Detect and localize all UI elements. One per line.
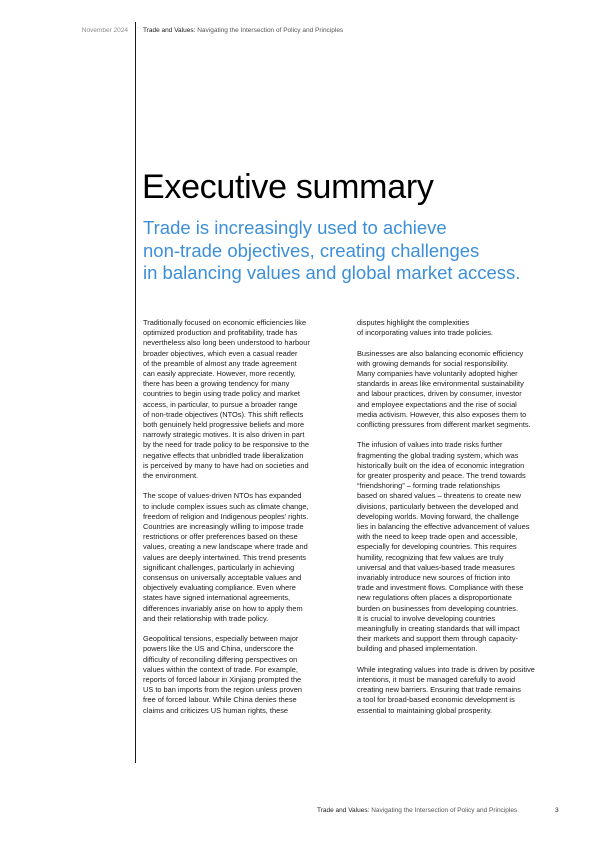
- body-text-line: Businesses are also balancing economic efficiency: [357, 348, 524, 358]
- body-text-line: The scope of values-driven NTOs has expanded: [143, 491, 302, 501]
- body-text-line: Countries are increasingly willing to impose trade: [143, 522, 304, 532]
- body-text-line: humility, recognizing that few values are truly: [357, 552, 504, 562]
- body-text-line: difficulty of reconciling differing perspectives on: [143, 654, 298, 664]
- body-text-line: access, in particular, to pursue a broader range: [143, 399, 298, 409]
- body-text-line: optimized production and profitability, trade has: [143, 328, 298, 338]
- body-text-line: consensus on universally acceptable values and: [143, 573, 302, 583]
- body-text-line: new regulations often places a disproportionate: [357, 593, 512, 603]
- body-text-line: to include complex issues such as climate change,: [143, 501, 309, 511]
- body-text-line: fragmenting the global trading system, which was: [357, 450, 519, 460]
- body-text-line: of non-trade objectives (NTOs). This shift reflects: [143, 409, 304, 419]
- body-text-line: values within the context of trade. For example,: [143, 664, 298, 674]
- body-text-line: media activism. However, this also exposes them to: [357, 409, 527, 419]
- paragraph-gap: [143, 624, 339, 634]
- subtitle-line: non-trade objectives, creating challenges: [143, 239, 480, 261]
- body-text-line: objectively evaluating compliance. Even where: [143, 583, 296, 593]
- header-title-rest: Navigating the Intersection of Policy and Principles: [195, 27, 344, 34]
- paragraph-gap: [143, 481, 339, 491]
- body-text-line: both genuinely held progressive beliefs and more: [143, 420, 305, 430]
- body-text-line: based on shared values – threatens to create new: [357, 491, 521, 501]
- right-body-column: [357, 318, 553, 716]
- body-text-line: can easily appreciate. However, more recently,: [143, 369, 296, 379]
- body-text-line: of the preamble of almost any trade agreement: [143, 358, 297, 368]
- body-text-line: with growing demands for social responsibility.: [357, 358, 509, 368]
- body-text-line: trade and investment flows. Compliance with these: [357, 583, 524, 593]
- body-text-line: powers like the US and China, underscore the: [143, 644, 294, 654]
- body-text-line: Traditionally focused on economic efficiencies like: [143, 318, 307, 327]
- vertical-rule: [135, 22, 136, 763]
- footer-title-bold: Trade and Values:: [317, 807, 370, 814]
- body-text-line: values, creating a new landscape where trade and: [143, 542, 308, 552]
- header-date: November 2024: [81, 27, 128, 34]
- body-text-line: with the need to keep trade open and accessible,: [357, 532, 518, 542]
- header-document-title: [143, 27, 343, 34]
- body-text-line: there has been a growing tendency for many: [143, 379, 290, 389]
- left-body-column: [143, 318, 339, 716]
- body-text-line: historically built on the idea of economic integration: [357, 460, 525, 470]
- body-text-line: US to ban imports from the region unless proven: [143, 685, 302, 695]
- body-text-line: of incorporating values into trade policies.: [357, 328, 493, 338]
- footer-title-rest: Navigating the Intersection of Policy and Principles: [369, 807, 518, 814]
- body-text-line: It is crucial to involve developing countries: [357, 613, 496, 623]
- body-text-line: “friendshoring” – forming trade relationships: [357, 481, 500, 491]
- body-text-line: divisions, particularly between the developed and: [357, 501, 519, 511]
- body-text-line: essential to maintaining global prosperity.: [357, 705, 493, 715]
- body-text-line: by the need for trade policy to be responsive to the: [143, 440, 309, 450]
- body-text-line: nevertheless also long been understood to harbour: [143, 338, 310, 348]
- body-text-line: claims and criticizes US human rights, these: [143, 705, 288, 715]
- body-text-line: their markets and support them through capacity-: [357, 634, 519, 644]
- footer-document-title: [317, 807, 517, 814]
- body-text-line: the environment.: [143, 471, 199, 481]
- body-text-line: universal and that values-based trade measures: [357, 562, 515, 572]
- body-text-line: negative effects that unbridled trade liberalization: [143, 450, 304, 460]
- body-text-line: especially for developing countries. This requires: [357, 542, 517, 552]
- body-text-line: states have signed international agreements,: [143, 593, 291, 603]
- body-text-line: While integrating values into trade is driven by positive: [357, 664, 535, 674]
- body-text-line: and labour practices, driven by consumer, investor: [357, 389, 522, 399]
- body-text-line: significant challenges, particularly in achieving: [143, 562, 295, 572]
- body-text-line: for greater prosperity and peace. The trend towards: [357, 471, 526, 481]
- body-text-line: and employee expectations and the rise of social: [357, 399, 517, 409]
- body-text-line: Geopolitical tensions, especially between major: [143, 634, 299, 644]
- body-text-line: developing worlds. Moving forward, the challenge: [357, 511, 519, 521]
- body-text-line: burden on businesses from developing countries.: [357, 603, 519, 613]
- body-text-line: is perceived by many to have had on societies and: [143, 460, 309, 470]
- body-text-line: broader objectives, which even a casual reader: [143, 348, 298, 358]
- page-title: Executive summary: [142, 168, 434, 206]
- body-text-line: intentions, it must be managed carefully to avoid: [357, 675, 516, 685]
- body-text-line: free of forced labour. While China denies these: [143, 695, 297, 705]
- body-text-line: disputes highlight the complexities: [357, 318, 470, 327]
- page-number: 3: [555, 807, 559, 814]
- body-text-line: standards in areas like environmental sustainability: [357, 379, 524, 389]
- body-text-line: building and phased implementation.: [357, 644, 478, 654]
- page-subtitle: [143, 217, 563, 285]
- paragraph-gap: [357, 655, 553, 665]
- body-text-line: invariably introduce new sources of friction into: [357, 573, 511, 583]
- body-text-line: lies in balancing the effective advancement of values: [357, 522, 530, 532]
- subtitle-line: in balancing values and global market access.: [143, 262, 521, 283]
- body-text-line: creating new barriers. Ensuring that trade remains: [357, 685, 521, 695]
- body-text-line: meaningfully in creating standards that will impact: [357, 624, 520, 634]
- paragraph-gap: [357, 338, 553, 348]
- body-text-line: reports of forced labour in Xinjiang prompted the: [143, 675, 302, 685]
- header-title-bold: Trade and Values:: [143, 27, 196, 34]
- body-text-line: narrowly strategic motives. It is also driven in part: [143, 430, 305, 440]
- body-text-line: restrictions or offer preferences based on these: [143, 532, 298, 542]
- body-text-line: a tool for broad-based economic development is: [357, 695, 515, 705]
- subtitle-line: Trade is increasingly used to achieve: [143, 217, 447, 238]
- body-text-line: countries to begin using trade policy and market: [143, 389, 300, 399]
- body-text-line: differences invariably arise on how to apply them: [143, 603, 303, 613]
- body-text-line: Many companies have voluntarily adopted higher: [357, 369, 518, 378]
- body-text-line: freedom of religion and Indigenous peoples’ rights.: [143, 511, 309, 521]
- body-text-line: values are deeply intertwined. This trend presents: [143, 552, 306, 562]
- paragraph-gap: [357, 430, 553, 440]
- body-text-line: The infusion of values into trade risks further: [357, 440, 503, 450]
- body-text-line: and their relationship with trade policy.: [143, 613, 269, 623]
- body-text-line: conflicting pressures from different market segments.: [357, 420, 531, 430]
